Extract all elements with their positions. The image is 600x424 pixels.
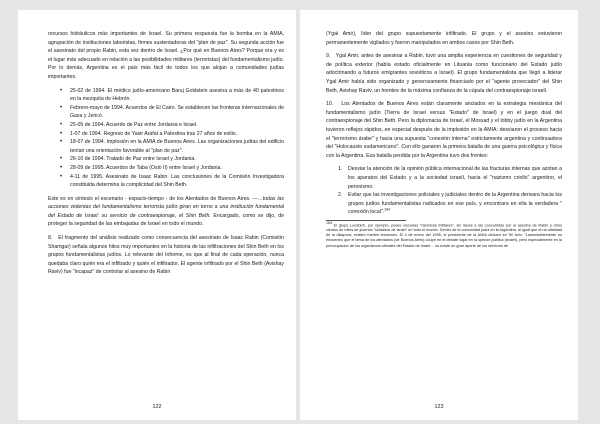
left-paragraph-1: recursos hidráulicos más importantes de Israel. Su primera respuesta fue la bomba en la AMIA, agrupación de instituciones laboristas, firmes sustentadoras del "plan de paz". Su segunda acción fue el asesinato del propio Rabin, esta vez dentro de Israel. ¿Por qué en Buenos Aires? Porque era y es el lugar más adecuado en relación a las posibilidades militares (terroristas) del fundamentalismo judío. Por lo demás, Argentina es el país más fácil de todos los que alojan a comunidades judías importantes. (48, 31, 284, 80)
bullet-icon: • (60, 87, 63, 94)
footnote-divider (326, 220, 406, 221)
page-number: 123 (434, 404, 444, 410)
list-item: • 1-07 de 1994. Regreso de Yasir Arafat a Palestina tras 27 años de exilio. (60, 130, 238, 137)
list-item: • 25-05 de 1994. Acuerdo de Paz entre Jordania e Israel. (60, 121, 198, 128)
list-item: • 18-07 de 1994. Implosión en la AMIA de Buenos Aires. Las organizaciones judías del edificio tenían una orientación favorable al "plan de paz". (60, 139, 284, 154)
bullet-icon: • (60, 139, 63, 146)
bullet-icon: • (60, 173, 63, 180)
bullet-icon: • (60, 121, 63, 128)
right-page (300, 10, 578, 420)
paragraph-number: 8. (48, 235, 53, 242)
fronts-list (326, 165, 562, 217)
left-paragraph-8: 8. El fragmento del análisis realizado como consecuencia del asesinato de Isaac Rabin (Comisión Shamgar) señala algunos hitos muy importantes en la historia de las infiltraciones del Shin Beth en los grupos fundamentalistas judíos. Lo relevante del Informe, es que al final de cada operación, nunca quedaba claro quién era el infiltrado y quién el infiltrador. El agente infiltrado por el Shin Beth (Avishay Raviv) fue "incapaz" de controlar al asesino de Rabin (48, 235, 284, 276)
right-paragraph-10: 10. Los Atentados de Buenos Aires están claramente anclados en la estrategia mesiánica del fundamentalismo judío (Tierra de Israel versus "Estado" de Israel) y en el juego dual del contraespionaje del Shin Beth. Pero la diplomacia de Israel, el Mossad y el lobby judío en la Argentina tuvieron reflejos rápidos, en especial después de la implosión en la AMIA: desviaron el proceso hacia el "terrorismo árabe" y hacia una supuesta "conexión interna" estrictamente argentina y continuadora del "Holocausto sudamericano". Con ello ganaron la primera batalla de una guerra psicológica y física con la Argentina. Esa batalla perdida por la Argentina tuvo dos frentes: (326, 101, 562, 159)
bullet-icon: • (60, 156, 63, 163)
list-item: • Febrero-mayo de 1994. Acuerdos de El Cairo. Se establecen las fronteras internacionales de Gaza y Jericó. (60, 104, 284, 120)
page-number: 122 (152, 404, 162, 410)
list-item: • 28-09 de 1995. Acuerdos de Taba (Oslo II) entre Israel y Jordania. (60, 164, 222, 171)
right-paragraph-9: 9. Ygal Amir, antes de asesinar a Rabin, tuvo una amplia experiencia en cuestiones de seguridad y de política exterior (había estado oficialmente en Lituania como funcionario del Estado judío adoctrinando a futuros emigrantes soviéticos a Israel). El grupo fundamentalista que llegó a liderar Ygal Amir había sido organizado y generosamente financiado por el "agente provocador" del Shin Beth, Avishay Raviv, un hombre de la máxima confianza de la cúpula del contraespionaje israelí. (326, 53, 563, 94)
bullet-icon: • (60, 130, 63, 137)
right-paragraph-1: (Ygal Amir), líder del grupo supuestamente infiltrado. El grupo y el asesino estuvieron permanentemente vigilados y fueron manipulados en ambos casos por Shin Beth. (326, 31, 562, 46)
paragraph-number: 9. (326, 53, 331, 60)
timeline-list (48, 87, 284, 190)
paragraph-number: 10. (326, 101, 334, 108)
list-item: • 25-02 de 1994. El médico judío-americano Baruj Goldstein asesina a más de 40 palestinos en la mezquita de Hebrón. (60, 87, 284, 103)
left-paragraph-2: Este es en síntesis el escenario - espacio-tiempo - de los Atentados de Buenos Aires. —…todas las acciones violentas del fundamentalismo terrorista judío giran en torno a una institución fundamental del Estado de Israel: su servicio de contraespionaje, el Shin Beth. Encargado, como se dijo, de proteger la seguridad de las embajadas de Israel en todo el mundo. (48, 195, 284, 228)
bullet-icon: • (60, 104, 63, 111)
bullet-icon: • (60, 164, 63, 171)
list-item: 1. Desviar la atención de la opinión pública internacional de las fracturas internas que azotan a los aparatos del Estado y a la sociedad israelí, hacia el "nazismo criollo" argentino, el peronismo. (338, 166, 562, 190)
list-item: • 26-10 de 1994. Tratado de Paz entre Israel y Jordania. (60, 156, 196, 163)
footnote: $^{164}$ El grupo Lucabich, por ejemplo, posee escuelas "rabínicas militares", sin llaves a las concurridas por el asesino de Rabin y otros cientos de miles de jóvenes "soldados de Israel" en todo el mundo. Dentro de la comunidad judía en la Argentina, al igual que en la totalidad de la diáspora, existen fuertes tensiones. El 4 de enero del 1996, el presidente de la AMIA declaró en Tel Aviv: "Lamentablemente no encuentro que el tema de los atentados (de Buenos Aires) ocupe en el debate lugar en la opinión pública (israelí), pero especialmente en la preocupación de los organismos oficiales del Estado de Israel… no existe un gran aporte de los servicios de (326, 220, 562, 248)
footnote-ref: 164 (384, 207, 391, 212)
list-item: • 4-11 de 1995. Asesinato de Isaac Rabin. Las conclusiones de la Comisión Investigadora constituida determina la complicidad del Shin Beth. (60, 173, 284, 189)
list-item: 2. Evitar que las investigaciones policiales y judiciales dentro de la Argentina derivara hacia los grupos judíos fundamentalistas radicados en ese país, y encontrara en ella la verdadera " conexión local".$^{164}$ (338, 192, 562, 216)
left-page (18, 10, 296, 420)
